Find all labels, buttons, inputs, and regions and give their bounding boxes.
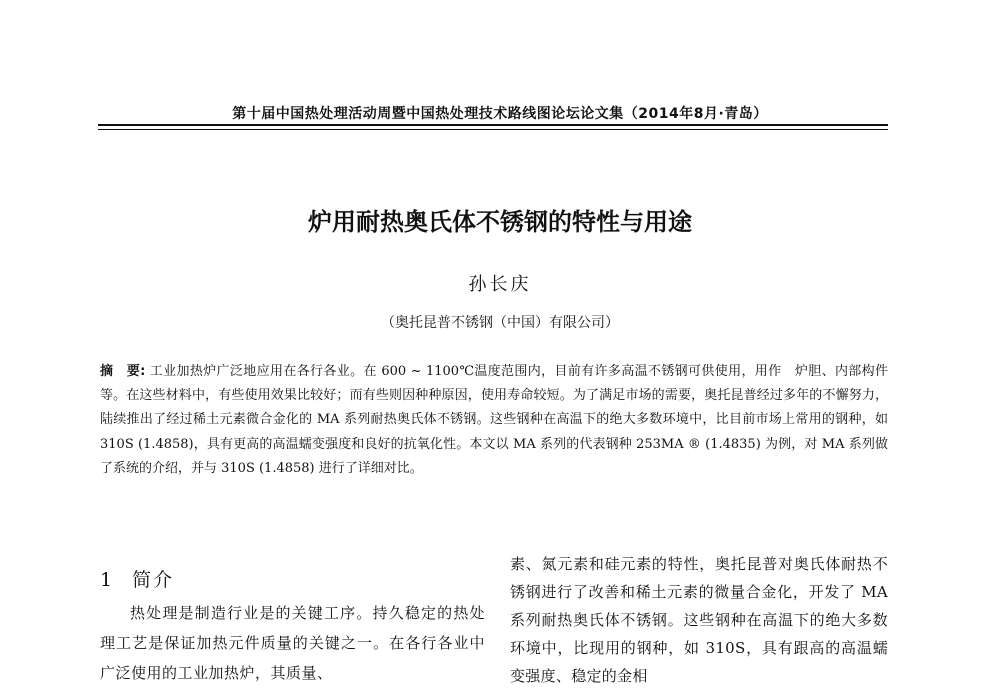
running-head: 第十届中国热处理活动周暨中国热处理技术路线图论坛论文集（2014年8月·青岛） [232,106,768,122]
body-right-column: 素、氮元素和硅元素的特性，奥托昆普对奥氏体耐热不锈钢进行了改善和稀土元素的微量合金化，开发了 MA 系列耐热奥氏体不锈钢。这些钢种在高温下的绝大多数环境中，比现用的钢种，如 310S，具有跟高的高温蠕变强度、稳定的金相 [510,555,888,685]
paper-affiliation: （奥托昆普不锈钢（中国）有限公司） [381,315,619,331]
section-number: 1 [100,569,115,591]
abstract-text: 工业加热炉广泛地应用在各行各业。在 600 ~ 1100℃温度范围内，目前有许多高温不锈钢可供使用，用作 炉胆、内部构件等。在这些材料中，有些使用效果比较好；而有些则因种种原因，使用寿命较短。为了满足市场的需要，奥托昆普经过多年的不懈努力，陆续推出了经过稀土元素微合金化的 MA 系列耐热奥氏体不锈钢。这些钢种在高温下的绝大多数环境中，比目前市场上常用的钢种，如 310S (1.4858)，具有更高的高温蠕变强度和良好的抗氧化性。本文以 MA 系列的代表钢种 253MA ® (1.4835) 为例，对 MA 系列做了系统的介绍，并与 310S (1.4858) 进行了详细对比。 [100,364,889,476]
header-rule-thick [98,124,888,126]
paper-author: 孙长庆 [468,274,532,295]
section-heading [100,565,174,592]
abstract [100,360,888,481]
paper-title: 炉用耐热奥氏体不锈钢的特性与用途 [308,208,692,236]
abstract-label: 摘 要: [100,364,146,379]
section-title: 简介 [132,569,175,591]
body-left-column: 热处理是制造行业是的关键工序。持久稳定的热处理工艺是保证加热元件质量的关键之一。在各行各业中广泛使用的工业加热炉，其质量、 [100,604,485,682]
header-rule-thin [98,129,888,130]
